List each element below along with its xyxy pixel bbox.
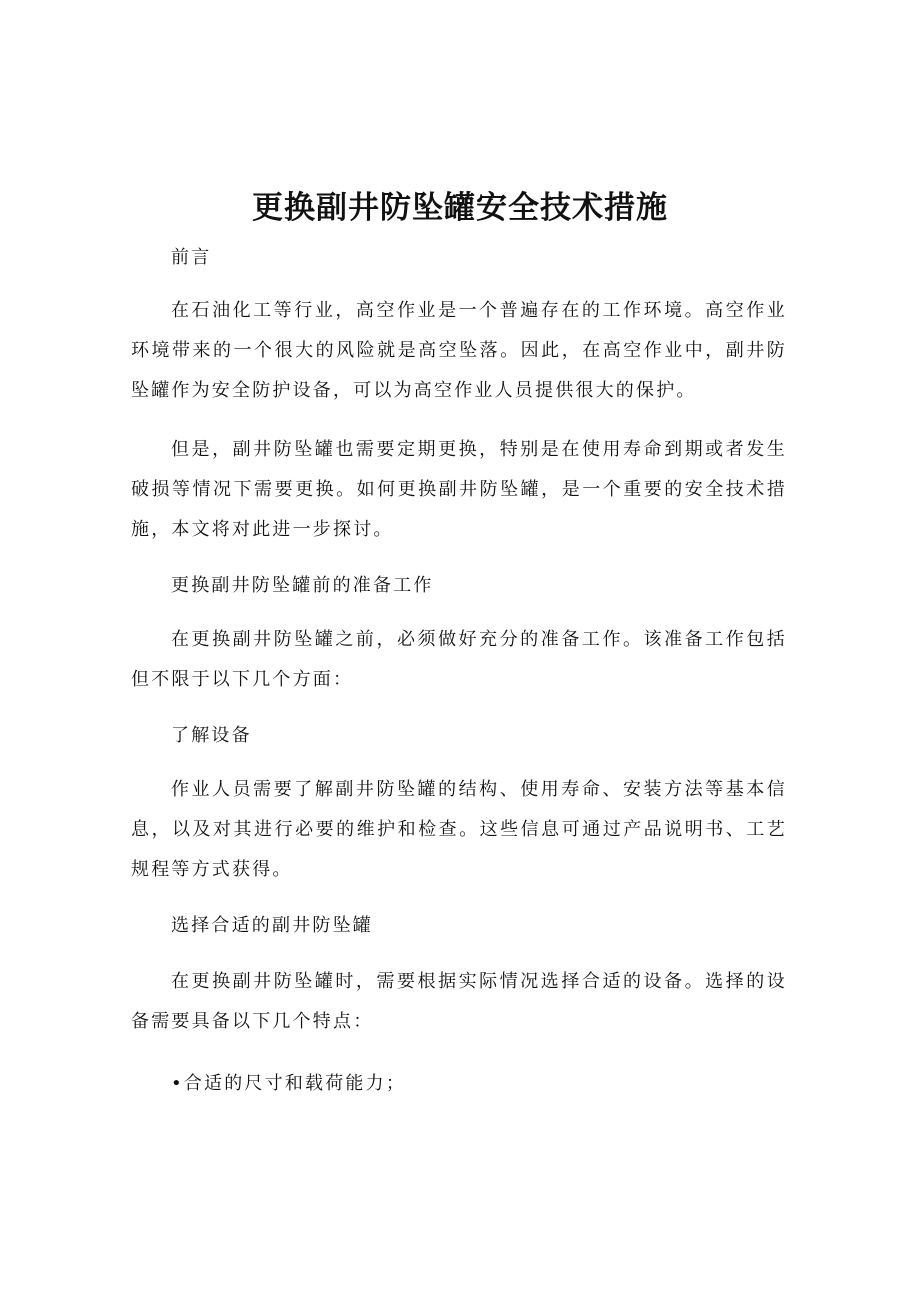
- section-heading-select-equipment: 选择合适的副井防坠罐: [171, 915, 373, 936]
- section-heading-preparation: 更换副井防坠罐前的准备工作: [171, 575, 434, 596]
- paragraph-understand-equipment-1: 作业人员需要了解副井防坠罐的结构、使用寿命、安装方法等基本信息，以及对其进行必要的维护和检查。这些信息可通过产品说明书、工艺规程等方式获得。: [131, 779, 787, 880]
- paragraph-preface-2: 但是，副井防坠罐也需要定期更换，特别是在使用寿命到期或者发生破损等情况下需要更换。如何更换副井防坠罐，是一个重要的安全技术措施，本文将对此进一步探讨。: [131, 439, 787, 540]
- paragraph-preparation-1: 在更换副井防坠罐之前，必须做好充分的准备工作。该准备工作包括但不限于以下几个方面：: [131, 629, 787, 690]
- document-title: 更换副井防坠罐安全技术措施: [252, 190, 668, 226]
- paragraph-select-equipment-1: 在更换副井防坠罐时，需要根据实际情况选择合适的设备。选择的设备需要具备以下几个特点：: [131, 971, 787, 1032]
- section-heading-preface: 前言: [171, 247, 212, 268]
- paragraph-preface-1: 在石油化工等行业，高空作业是一个普遍存在的工作环境。高空作业环境带来的一个很大的风险就是高空坠落。因此，在高空作业中，副井防坠罐作为安全防护设备，可以为高空作业人员提供很大的保护。: [131, 300, 787, 401]
- section-heading-understand-equipment: 了解设备: [171, 725, 252, 746]
- list-item-bullet-1: •合适的尺寸和载荷能力；: [171, 1073, 407, 1094]
